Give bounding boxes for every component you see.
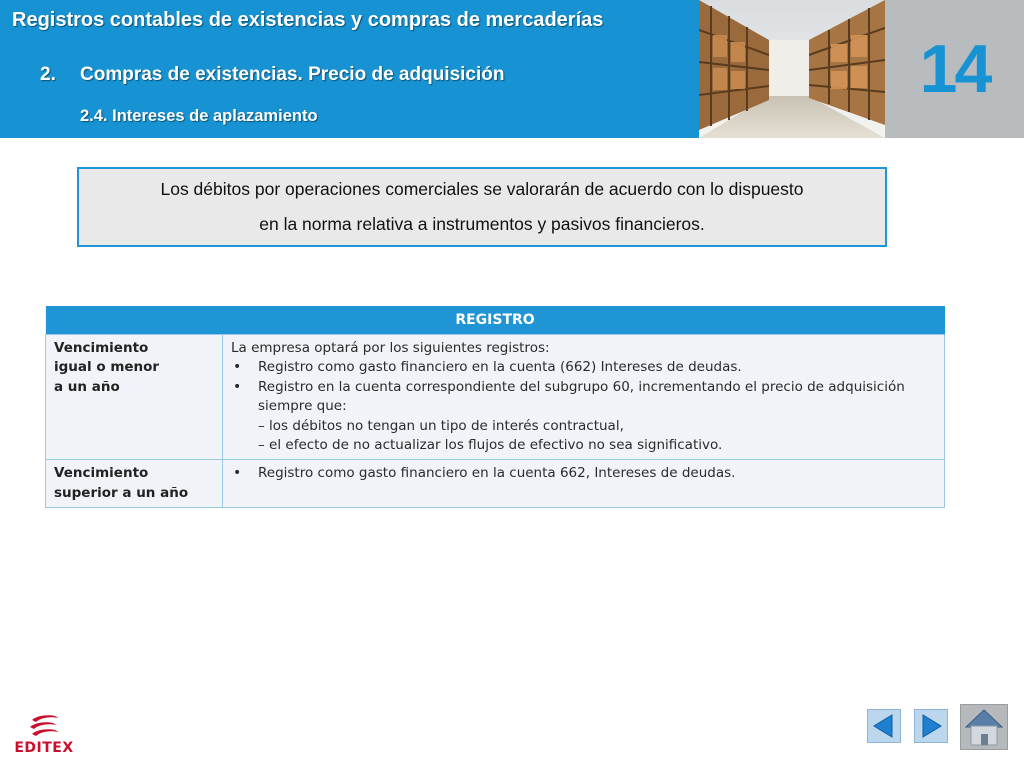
row-label-line: a un año — [54, 378, 120, 395]
bullet-text-line: siempre que: — [258, 398, 347, 415]
editex-logo-text: EDITEX — [14, 740, 74, 756]
definition-line-2: en la norma relativa a instrumentos y pasivos financieros. — [259, 214, 705, 234]
bullet-text-line: • Registro en la cuenta correspondiente del subgrupo 60, incrementando el precio de adquisición — [258, 378, 905, 395]
chapter-badge — [885, 0, 1024, 138]
row-intro: La empresa optará por los siguientes registros: — [231, 340, 550, 356]
table-header: REGISTRO — [46, 306, 945, 335]
header-bar — [0, 0, 1024, 138]
slide-title: Registros contables de existencias y compras de mercaderías — [12, 9, 604, 31]
section-number: 2. — [40, 64, 56, 85]
dash-item: – el efecto de no actualizar los flujos de efectivo no sea significativo. — [258, 437, 723, 454]
row-content-long-term — [223, 460, 945, 508]
bullet-list — [231, 464, 936, 483]
table-row — [46, 460, 945, 508]
bullet-item: • Registro como gasto financiero en la cuenta (662) Intereses de deudas. — [231, 358, 936, 377]
warehouse-photo — [699, 0, 885, 138]
bullet-list — [231, 358, 936, 416]
section-title: Compras de existencias. Precio de adquisición — [80, 64, 505, 85]
registro-table — [45, 306, 945, 508]
previous-slide-button[interactable] — [867, 709, 901, 743]
row-label-line: superior a un año — [54, 484, 189, 501]
editex-logo-mark — [10, 712, 78, 742]
row-label-line: Vencimiento — [54, 465, 149, 482]
definition-box — [77, 167, 887, 247]
next-slide-button[interactable] — [914, 709, 948, 743]
row-content-short-term — [223, 335, 945, 460]
row-label-line: Vencimiento — [54, 340, 149, 356]
dash-item: – los débitos no tengan un tipo de interés contractual, — [258, 417, 624, 434]
table-row — [46, 335, 945, 460]
bullet-item — [231, 378, 936, 417]
row-label-line: igual o menor — [54, 359, 160, 376]
warehouse-image — [699, 0, 885, 138]
row-label-long-term — [46, 460, 223, 508]
section-heading — [40, 64, 505, 86]
bullet-item: • Registro como gasto financiero en la cuenta 662, Intereses de deudas. — [231, 464, 936, 483]
chapter-number: 14 — [919, 31, 990, 107]
definition-line-1: Los débitos por operaciones comerciales se valorarán de acuerdo con lo dispuesto — [160, 179, 804, 199]
triangle-left-icon — [868, 710, 900, 742]
triangle-right-icon — [915, 710, 947, 742]
subsection-heading: 2.4. Intereses de aplazamiento — [80, 107, 318, 125]
row-label-short-term — [46, 335, 223, 460]
editex-logo — [10, 712, 78, 760]
home-button[interactable] — [960, 704, 1008, 750]
house-icon — [961, 705, 1007, 749]
